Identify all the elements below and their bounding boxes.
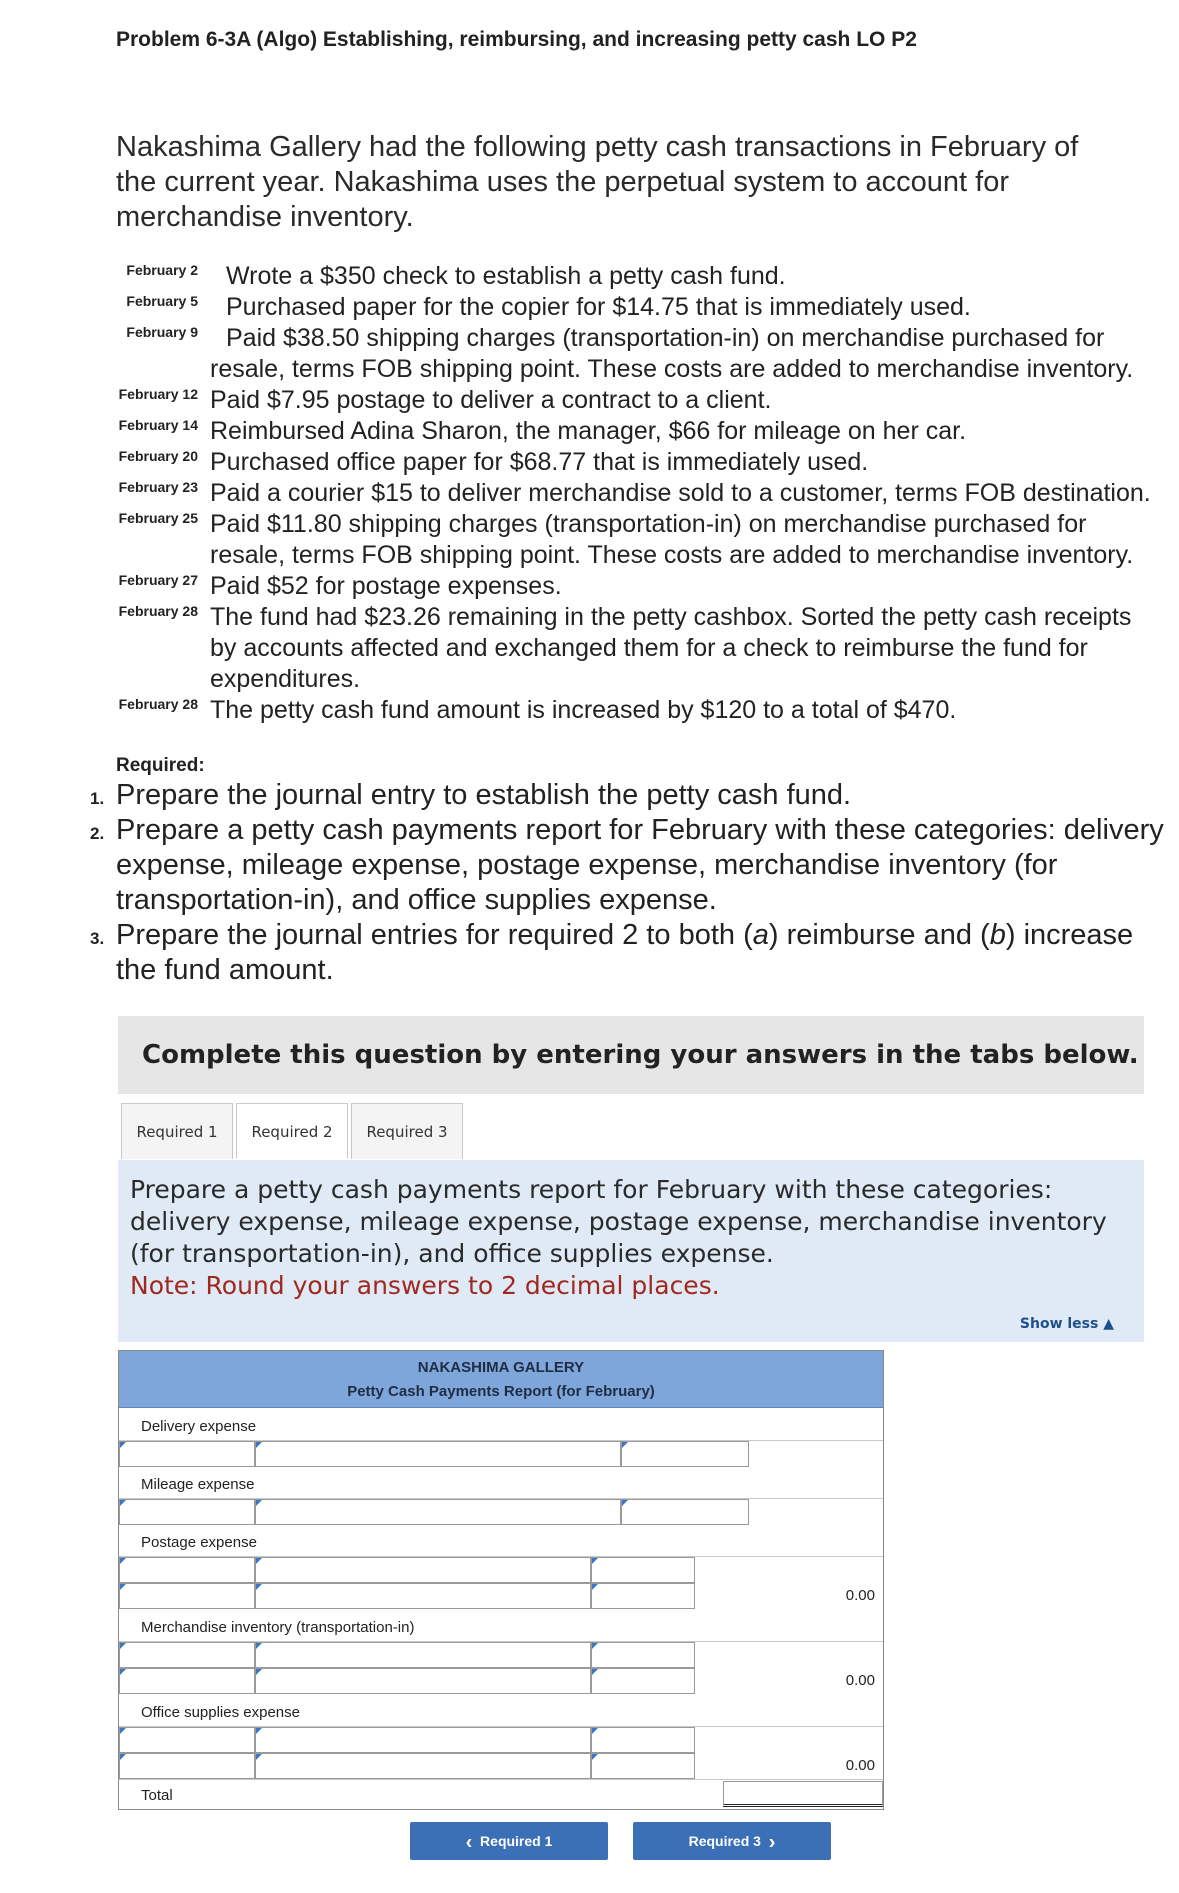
intro-paragraph: Nakashima Gallery had the following petty cash transactions in February of the current year. Nakashima uses the perpetual system to account for merchandise inventory. — [116, 131, 1079, 233]
show-less-label[interactable]: Show less — [1019, 1316, 1099, 1332]
row-divider — [119, 1779, 883, 1780]
transaction-text: Purchased paper for the copier for $14.75 that is immediately used. — [226, 293, 971, 321]
transaction-date: February 2 — [126, 262, 198, 278]
transaction-date: February 25 — [118, 510, 198, 526]
tab-required-1[interactable]: Required 1 — [121, 1103, 233, 1159]
transaction-text: Paid $38.50 shipping charges (transportation-in) on merchandise purchased for — [226, 324, 1105, 352]
transaction-text: The fund had $23.26 remaining in the petty cashbox. Sorted the petty cash receipts — [210, 603, 1132, 631]
required-item — [116, 918, 1133, 953]
merchandise-subtotal: 0.00 — [845, 1672, 875, 1689]
show-less-link[interactable] — [1020, 1316, 1114, 1332]
transaction-text: Paid a courier $15 to deliver merchandise sold to a customer, terms FOB destination. — [210, 479, 1151, 507]
transaction-text: Purchased office paper for $68.77 that is immediately used. — [210, 448, 869, 476]
chevron-left-icon: ‹ — [465, 1831, 473, 1854]
required-item: the fund amount. — [116, 954, 334, 986]
total-amount-input[interactable] — [723, 1781, 883, 1807]
next-button-label[interactable]: Required 3 — [688, 1833, 761, 1849]
office-detail-input-1[interactable] — [255, 1727, 591, 1753]
required-item: expense, mileage expense, postage expense, merchandise inventory (for — [116, 849, 1058, 881]
office-detail-input-2[interactable] — [255, 1753, 591, 1779]
postage-subtotal: 0.00 — [845, 1587, 875, 1604]
required-item-part: Prepare the journal entries for required 2 to both ( — [116, 919, 753, 951]
merchandise-detail-input-2[interactable] — [255, 1668, 591, 1694]
transaction-text: expenditures. — [210, 665, 361, 693]
postage-expense-label: Postage expense — [141, 1534, 257, 1551]
delivery-desc-input[interactable] — [119, 1441, 255, 1467]
transaction-text: The petty cash fund amount is increased by $120 to a total of $470. — [210, 696, 957, 724]
office-amount-input-2[interactable] — [591, 1753, 695, 1779]
mileage-amount-input[interactable] — [621, 1499, 749, 1525]
required-item-part: b — [989, 919, 1006, 951]
panel-instruction — [130, 1174, 1132, 1302]
panel-instruction-line: delivery expense, mileage expense, postage expense, merchandise inventory — [130, 1207, 1107, 1236]
transaction-date: February 28 — [118, 603, 198, 619]
merchandise-desc-input-2[interactable] — [119, 1668, 255, 1694]
postage-amount-input-2[interactable] — [591, 1583, 695, 1609]
transaction-text: by accounts affected and exchanged them for a check to reimburse the fund for — [210, 634, 1088, 662]
petty-cash-report — [118, 1350, 884, 1810]
transaction-text: resale, terms FOB shipping point. These costs are added to merchandise inventory. — [210, 355, 1134, 383]
transaction-date: February 27 — [118, 572, 198, 588]
required-number: 2. — [90, 824, 105, 843]
tab-required-2[interactable]: Required 2 — [236, 1103, 348, 1159]
prev-button-label[interactable]: Required 1 — [480, 1833, 553, 1849]
postage-amount-input-1[interactable] — [591, 1557, 695, 1583]
panel-instruction-line: Prepare a petty cash payments report for February with these categories: — [130, 1175, 1053, 1204]
required-item: transportation-in), and office supplies expense. — [116, 884, 717, 916]
delivery-detail-input[interactable] — [255, 1441, 621, 1467]
transaction-text: Paid $7.95 postage to deliver a contract to a client. — [210, 386, 772, 414]
transaction-date: February 28 — [118, 696, 198, 712]
report-title: Petty Cash Payments Report (for February) — [347, 1383, 655, 1400]
chevron-right-icon: › — [768, 1831, 776, 1854]
transaction-text: Wrote a $350 check to establish a petty cash fund. — [226, 262, 786, 290]
delivery-amount-input[interactable] — [621, 1441, 749, 1467]
transaction-date: February 20 — [118, 448, 198, 464]
postage-detail-input-2[interactable] — [255, 1583, 591, 1609]
transaction-date: February 5 — [126, 293, 198, 309]
panel-instruction-line: (for transportation-in), and office supplies expense. — [130, 1239, 774, 1268]
rounding-note: Note: Round your answers to 2 decimal places. — [130, 1271, 720, 1300]
next-required-button[interactable] — [633, 1822, 831, 1860]
required-item-part: a — [752, 919, 769, 951]
required-item: Prepare the journal entry to establish the petty cash fund. — [116, 779, 852, 811]
merchandise-amount-input-2[interactable] — [591, 1668, 695, 1694]
postage-desc-input-1[interactable] — [119, 1557, 255, 1583]
transaction-text: Paid $52 for postage expenses. — [210, 572, 562, 600]
merchandise-amount-input-1[interactable] — [591, 1642, 695, 1668]
tab-required-3[interactable]: Required 3 — [351, 1103, 463, 1159]
mileage-expense-label: Mileage expense — [141, 1476, 255, 1493]
report-header — [119, 1351, 883, 1408]
required-label: Required: — [116, 755, 205, 776]
office-subtotal: 0.00 — [845, 1757, 875, 1774]
mileage-detail-input[interactable] — [255, 1499, 621, 1525]
transaction-date: February 9 — [126, 324, 198, 340]
problem-title: Problem 6-3A (Algo) Establishing, reimbursing, and increasing petty cash LO P2 — [116, 28, 917, 51]
transaction-text: resale, terms FOB shipping point. These costs are added to merchandise inventory. — [210, 541, 1134, 569]
transaction-text: Paid $11.80 shipping charges (transportation-in) on merchandise purchased for — [210, 510, 1087, 538]
office-desc-input-1[interactable] — [119, 1727, 255, 1753]
merchandise-desc-input-1[interactable] — [119, 1642, 255, 1668]
prev-required-button[interactable] — [410, 1822, 608, 1860]
required-item-part: ) reimburse and ( — [768, 919, 990, 951]
transaction-date: February 23 — [118, 479, 198, 495]
merchandise-detail-input-1[interactable] — [255, 1642, 591, 1668]
triangle-up-icon: ▲ — [1103, 1316, 1114, 1332]
required-item: Prepare a petty cash payments report for February with these categories: delivery — [116, 814, 1164, 846]
transaction-text: Reimbursed Adina Sharon, the manager, $66 for mileage on her car. — [210, 417, 967, 445]
transaction-date: February 12 — [118, 386, 198, 402]
postage-detail-input-1[interactable] — [255, 1557, 591, 1583]
office-supplies-label: Office supplies expense — [141, 1704, 300, 1721]
report-company: NAKASHIMA GALLERY — [417, 1359, 585, 1376]
instruction-banner: Complete this question by entering your answers in the tabs below. — [118, 1016, 1144, 1094]
office-desc-input-2[interactable] — [119, 1753, 255, 1779]
delivery-expense-label: Delivery expense — [141, 1418, 257, 1435]
merchandise-inventory-label: Merchandise inventory (transportation-in) — [141, 1619, 415, 1636]
required-number: 1. — [90, 789, 105, 808]
instruction-panel — [118, 1160, 1144, 1342]
mileage-desc-input[interactable] — [119, 1499, 255, 1525]
total-label: Total — [141, 1787, 173, 1804]
postage-desc-input-2[interactable] — [119, 1583, 255, 1609]
office-amount-input-1[interactable] — [591, 1727, 695, 1753]
required-item-part: ) increase — [1005, 919, 1134, 951]
transaction-date: February 14 — [118, 417, 198, 433]
required-number: 3. — [90, 929, 105, 948]
